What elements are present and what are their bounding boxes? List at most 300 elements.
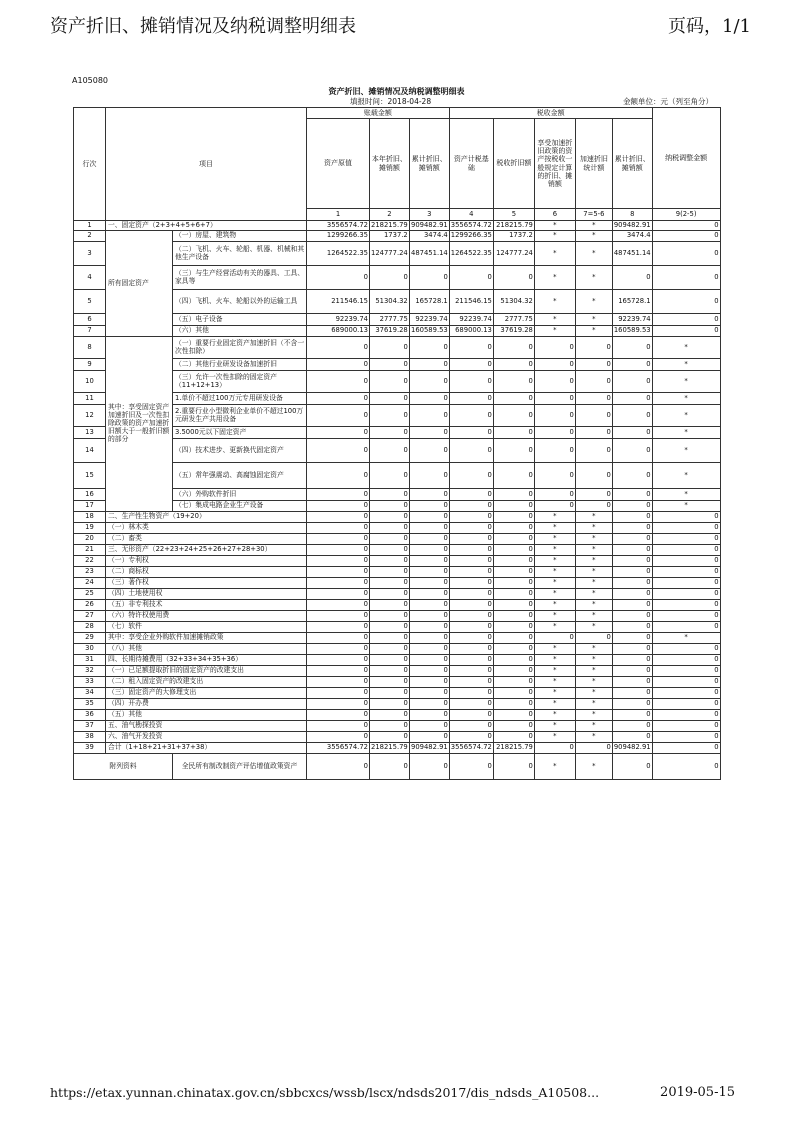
row-value: *: [575, 732, 612, 743]
row-value: *: [575, 534, 612, 545]
table-row: [74, 655, 721, 666]
row-value: 0: [449, 427, 493, 439]
row-value: 218215.79: [493, 221, 534, 231]
row-value: 0: [409, 439, 449, 463]
row-value: 0: [307, 732, 370, 743]
row-value: *: [534, 242, 575, 266]
row-value: *: [652, 489, 720, 501]
row-value: 0: [409, 732, 449, 743]
row-number: 9: [74, 359, 106, 371]
row-value: 0: [612, 556, 652, 567]
row-value: 0: [652, 589, 720, 600]
row-value: 0: [612, 534, 652, 545]
row-value: 0: [370, 405, 410, 427]
row-value: 0: [534, 393, 575, 405]
row-value: *: [534, 688, 575, 699]
row-item: 六、油气开发投资: [106, 732, 307, 743]
row-value: *: [575, 556, 612, 567]
table-row: [74, 688, 721, 699]
row-value: *: [575, 290, 612, 314]
row-value: 92239.74: [612, 314, 652, 326]
row-value: 0: [652, 534, 720, 545]
row-item: （一）已足额提取折旧的固定资产的改建支出: [106, 666, 307, 677]
row-value: 0: [652, 512, 720, 523]
row-number: 34: [74, 688, 106, 699]
row-number: 13: [74, 427, 106, 439]
row-value: *: [534, 523, 575, 534]
row-value: 0: [612, 600, 652, 611]
row-value: 0: [575, 489, 612, 501]
row-number: 31: [74, 655, 106, 666]
table-row: [74, 523, 721, 534]
row-item: （四）开办费: [106, 699, 307, 710]
row-value: 0: [370, 710, 410, 721]
row-value: 0: [612, 545, 652, 556]
row-value: *: [575, 545, 612, 556]
row-value: 0: [307, 427, 370, 439]
row-value: 211546.15: [307, 290, 370, 314]
row-value: 0: [409, 622, 449, 633]
table-row: [74, 732, 721, 743]
row-value: 0: [493, 393, 534, 405]
row-value: 0: [493, 371, 534, 393]
row-value: *: [534, 567, 575, 578]
row-value: 0: [449, 545, 493, 556]
row-number: 5: [74, 290, 106, 314]
row-value: 0: [409, 427, 449, 439]
row-number: 11: [74, 393, 106, 405]
row-number: 16: [74, 489, 106, 501]
row-number: 25: [74, 589, 106, 600]
row-number: 2: [74, 231, 106, 242]
row-number: 23: [74, 567, 106, 578]
row-value: 0: [409, 489, 449, 501]
row-item: （六）外购软件折旧: [173, 489, 307, 501]
row-value: 0: [652, 699, 720, 710]
header-book-amount: 账载金额: [307, 108, 450, 119]
row-value: 909482.91: [409, 743, 449, 754]
row-value: *: [575, 666, 612, 677]
col-number: 9(2-5): [652, 209, 720, 221]
row-value: 0: [370, 427, 410, 439]
row-item: （二）租入固定资产的改建支出: [106, 677, 307, 688]
row-value: 0: [612, 463, 652, 489]
row-value: 0: [575, 463, 612, 489]
row-value: *: [575, 710, 612, 721]
row-number: 36: [74, 710, 106, 721]
row-value: 0: [652, 655, 720, 666]
row-number: 3: [74, 242, 106, 266]
row-value: 0: [652, 314, 720, 326]
row-value: *: [575, 266, 612, 290]
row-value: 0: [449, 578, 493, 589]
row-value: 0: [449, 710, 493, 721]
row-value: 0: [370, 688, 410, 699]
row-item: （八）其他: [106, 644, 307, 655]
row-value: 0: [409, 611, 449, 622]
col-number: 4: [449, 209, 493, 221]
row-value: 0: [307, 644, 370, 655]
row-number: 10: [74, 371, 106, 393]
row-value: 0: [307, 710, 370, 721]
print-footer-date: 2019-05-15: [660, 1085, 735, 1100]
row-value: *: [534, 754, 575, 780]
row-number: 32: [74, 666, 106, 677]
row-value: *: [534, 622, 575, 633]
row-value: 0: [493, 567, 534, 578]
row-value: 0: [307, 512, 370, 523]
row-value: 211546.15: [449, 290, 493, 314]
row-value: 0: [449, 688, 493, 699]
row-value: 0: [370, 489, 410, 501]
col-number: 7=5-6: [575, 209, 612, 221]
row-value: 165728.1: [409, 290, 449, 314]
row-value: 0: [493, 699, 534, 710]
row-value: 0: [534, 371, 575, 393]
col-number: 2: [370, 209, 410, 221]
row-value: 0: [409, 721, 449, 732]
row-item: 1.单价不超过100万元专用研发设备: [173, 393, 307, 405]
row-value: 0: [612, 523, 652, 534]
row-value: 0: [612, 578, 652, 589]
row-number: 38: [74, 732, 106, 743]
row-value: 0: [612, 732, 652, 743]
appendix-label: 附列资料: [74, 754, 173, 780]
row-value: 0: [409, 463, 449, 489]
row-value: 0: [575, 439, 612, 463]
row-value: 0: [409, 578, 449, 589]
row-item: （二）畜类: [106, 534, 307, 545]
col-number: 3: [409, 209, 449, 221]
row-value: 0: [493, 732, 534, 743]
row-value: 0: [307, 545, 370, 556]
group-label-fixed-assets: 所有固定资产: [106, 231, 173, 337]
row-value: 0: [493, 359, 534, 371]
row-value: 0: [307, 371, 370, 393]
row-number: 15: [74, 463, 106, 489]
row-value: 0: [449, 589, 493, 600]
header-c9: 纳税调整金额: [652, 108, 720, 209]
row-value: 92239.74: [409, 314, 449, 326]
row-value: 0: [307, 589, 370, 600]
row-value: 218215.79: [371, 220, 408, 229]
row-value: *: [534, 534, 575, 545]
row-value: 0: [307, 266, 370, 290]
row-value: 0: [652, 721, 720, 732]
row-value: 0: [449, 359, 493, 371]
row-value: 0: [612, 266, 652, 290]
row-item: （一）房屋、建筑物: [173, 231, 307, 242]
row-number: 26: [74, 600, 106, 611]
row-item: （五）非专利技术: [106, 600, 307, 611]
row-value: 0: [493, 589, 534, 600]
row-value: 3556574.72: [307, 221, 370, 231]
row-value: 689000.13: [307, 326, 370, 337]
row-item: （三）固定资产的大修理支出: [106, 688, 307, 699]
row-value: 3474.4: [612, 231, 652, 242]
row-value: 0: [449, 677, 493, 688]
header-c2: 本年折旧、摊销额: [370, 119, 410, 209]
row-value: 0: [307, 489, 370, 501]
row-value: 0: [652, 567, 720, 578]
row-value: 0: [652, 266, 720, 290]
row-value: 0: [612, 611, 652, 622]
row-number: 1: [74, 221, 106, 231]
row-value: *: [534, 721, 575, 732]
table-row: [74, 666, 721, 677]
row-value: 0: [612, 489, 652, 501]
row-item: （三）允许一次性扣除的固定资产（11+12+13）: [173, 371, 307, 393]
row-value: 1737.2: [493, 231, 534, 242]
row-value: *: [652, 633, 720, 644]
row-value: 0: [449, 523, 493, 534]
row-item: （三）著作权: [106, 578, 307, 589]
row-value: 0: [612, 359, 652, 371]
row-value: 0: [449, 556, 493, 567]
row-value: 0: [612, 666, 652, 677]
row-value: 0: [409, 567, 449, 578]
row-value: 1299266.35: [449, 231, 493, 242]
row-value: 0: [370, 600, 410, 611]
row-value: *: [534, 545, 575, 556]
row-number: 7: [74, 326, 106, 337]
row-value: *: [575, 512, 612, 523]
header-c5: 税收折旧额: [493, 119, 534, 209]
row-value: 3556574.72: [449, 743, 493, 754]
row-value: 3474.4: [409, 231, 449, 242]
row-value: 0: [652, 290, 720, 314]
row-value: 0: [652, 545, 720, 556]
row-value: 0: [409, 699, 449, 710]
row-number: 37: [74, 721, 106, 732]
row-item: （四）飞机、火车、轮船以外的运输工具: [173, 290, 307, 314]
row-value: *: [575, 677, 612, 688]
row-value: 0: [612, 622, 652, 633]
row-value: *: [575, 523, 612, 534]
row-value: 0: [449, 337, 493, 359]
row-value: *: [652, 371, 720, 393]
row-number: 8: [74, 337, 106, 359]
table-row: [74, 231, 721, 242]
row-value: *: [534, 266, 575, 290]
row-value: 160589.53: [409, 326, 449, 337]
row-value: 0: [370, 523, 410, 534]
row-value: 0: [409, 633, 449, 644]
row-value: 0: [370, 754, 410, 780]
row-value: *: [575, 314, 612, 326]
print-page-number: 页码，1/1: [668, 16, 751, 37]
row-value: 0: [493, 463, 534, 489]
row-value: *: [575, 611, 612, 622]
row-item: （六）其他: [173, 326, 307, 337]
row-value: *: [575, 600, 612, 611]
row-item: （五）常年强震动、高腐蚀固定资产: [173, 463, 307, 489]
row-item: （二）飞机、火车、轮船、机器、机械和其他生产设备: [173, 242, 307, 266]
row-value: 0: [493, 545, 534, 556]
row-value: 0: [449, 512, 493, 523]
row-value: 0: [652, 556, 720, 567]
table-row: [74, 622, 721, 633]
table-row: [74, 644, 721, 655]
row-number: 20: [74, 534, 106, 545]
row-value: *: [534, 578, 575, 589]
group-label-accelerated: 其中：享受固定资产加速折旧及一次性扣除政策的资产加速折旧额大于一般折旧额的部分: [106, 337, 173, 512]
form-title: 资产折旧、摊销情况及纳税调整明细表: [328, 87, 465, 96]
row-value: 3556574.72: [450, 220, 492, 229]
row-value: *: [575, 567, 612, 578]
row-value: 0: [307, 567, 370, 578]
row-value: 37619.28: [493, 326, 534, 337]
row-value: 0: [409, 523, 449, 534]
table-body: [74, 221, 721, 780]
row-value: 0: [652, 231, 720, 242]
row-value: 0: [307, 699, 370, 710]
row-value: 0: [449, 266, 493, 290]
row-item: 三、无形资产（22+23+24+25+26+27+28+30）: [106, 545, 307, 556]
amount-unit: 金额单位：元（列至角分）: [623, 97, 713, 106]
row-value: 0: [652, 242, 720, 266]
row-value: 0: [575, 359, 612, 371]
row-item: 全民所有制改制资产评估增值政策资产: [173, 754, 307, 780]
row-value: 0: [307, 556, 370, 567]
row-value: 0: [612, 589, 652, 600]
row-value: 0: [493, 266, 534, 290]
row-value: 487451.14: [409, 242, 449, 266]
row-value: *: [575, 655, 612, 666]
row-value: 0: [575, 337, 612, 359]
row-value: *: [575, 578, 612, 589]
fill-time: 填报时间：2018-04-28: [350, 97, 432, 106]
row-value: 0: [612, 699, 652, 710]
header-c6: 享受加速折旧政策的资产按税收一般规定计算的折旧、摊销额: [534, 119, 575, 209]
row-value: 0: [370, 699, 410, 710]
table-row: [74, 743, 721, 754]
row-value: 0: [534, 463, 575, 489]
row-value: 0: [493, 622, 534, 633]
row-item: （六）特许权使用费: [106, 611, 307, 622]
row-number: 21: [74, 545, 106, 556]
row-item: 一、固定资产（2+3+4+5+6+7）: [106, 221, 307, 231]
table-row: [74, 337, 721, 359]
row-number: 39: [74, 743, 106, 754]
row-value: 0: [534, 743, 575, 754]
header-row-no: 行次: [74, 108, 106, 221]
header-c1: 资产原值: [307, 119, 370, 209]
row-value: 0: [449, 534, 493, 545]
row-number: 22: [74, 556, 106, 567]
row-value: *: [534, 231, 575, 242]
row-value: 0: [409, 666, 449, 677]
row-value: 0: [493, 534, 534, 545]
row-value: 0: [652, 754, 720, 780]
row-value: 0: [449, 655, 493, 666]
row-value: 0: [612, 754, 652, 780]
row-value: 0: [493, 523, 534, 534]
row-value: 0: [493, 556, 534, 567]
row-value: 0: [449, 600, 493, 611]
row-value: 0: [370, 371, 410, 393]
row-value: 0: [449, 721, 493, 732]
row-number: 29: [74, 633, 106, 644]
row-value: 0: [652, 221, 720, 231]
row-value: 0: [307, 501, 370, 512]
row-item: 3.5000元以下固定资产: [173, 427, 307, 439]
table-row: [74, 721, 721, 732]
row-value: *: [534, 290, 575, 314]
row-value: 0: [370, 611, 410, 622]
row-item: （一）重要行业固定资产加速折旧（不含一次性扣除）: [173, 337, 307, 359]
row-value: 92239.74: [449, 314, 493, 326]
row-value: 1264522.35: [449, 242, 493, 266]
row-value: 1299266.35: [307, 231, 370, 242]
row-value: 0: [409, 545, 449, 556]
row-value: 0: [370, 633, 410, 644]
col-number: 5: [493, 209, 534, 221]
row-value: 0: [370, 655, 410, 666]
row-value: 0: [307, 600, 370, 611]
row-value: 2777.75: [493, 314, 534, 326]
row-value: 0: [307, 633, 370, 644]
row-value: 0: [612, 567, 652, 578]
row-value: 0: [409, 393, 449, 405]
row-value: 0: [612, 405, 652, 427]
col-number: 8: [612, 209, 652, 221]
row-value: 0: [409, 688, 449, 699]
row-value: 0: [449, 393, 493, 405]
row-value: 0: [493, 721, 534, 732]
row-value: 0: [493, 427, 534, 439]
table-row: [74, 534, 721, 545]
row-value: *: [575, 221, 612, 231]
row-value: 0: [652, 677, 720, 688]
row-value: 0: [652, 644, 720, 655]
header-c3: 累计折旧、摊销额: [409, 119, 449, 209]
row-number: 19: [74, 523, 106, 534]
row-value: *: [575, 754, 612, 780]
row-item: （二）其他行业研发设备加速折旧: [173, 359, 307, 371]
row-value: *: [534, 589, 575, 600]
table-row: [74, 512, 721, 523]
row-number: 24: [74, 578, 106, 589]
row-value: 3556574.72: [307, 743, 370, 754]
row-value: *: [652, 393, 720, 405]
row-value: 0: [575, 393, 612, 405]
row-value: 0: [449, 611, 493, 622]
row-value: *: [534, 732, 575, 743]
row-value: 0: [409, 512, 449, 523]
row-value: 0: [409, 534, 449, 545]
row-value: 0: [493, 666, 534, 677]
row-value: 0: [449, 489, 493, 501]
row-value: 0: [307, 578, 370, 589]
row-value: 0: [652, 611, 720, 622]
row-value: 0: [370, 337, 410, 359]
row-value: 0: [449, 371, 493, 393]
row-item: （一）专利权: [106, 556, 307, 567]
row-value: *: [534, 221, 575, 231]
row-value: *: [534, 666, 575, 677]
row-value: *: [534, 699, 575, 710]
table-row: [74, 545, 721, 556]
row-value: 0: [370, 359, 410, 371]
row-value: 0: [409, 655, 449, 666]
row-value: 0: [307, 439, 370, 463]
row-item: （五）其他: [106, 710, 307, 721]
row-item: 合计（1+18+21+31+37+38）: [106, 743, 307, 754]
row-value: 0: [449, 622, 493, 633]
row-value: 0: [534, 337, 575, 359]
col-number: 1: [307, 209, 370, 221]
